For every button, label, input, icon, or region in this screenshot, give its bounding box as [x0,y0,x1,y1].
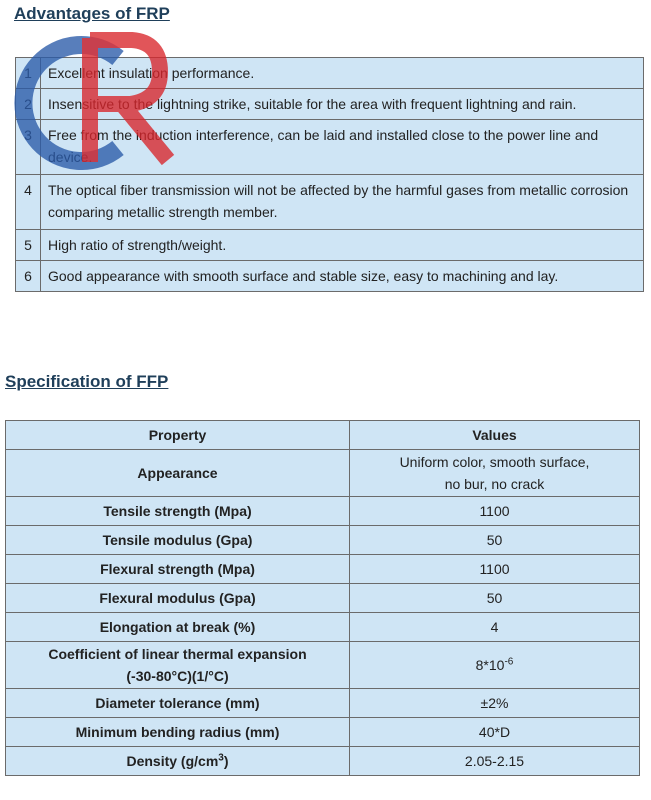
row-number: 5 [16,230,41,261]
property-cell: Appearance [6,450,350,497]
specification-heading: Specification of FFP [5,372,169,391]
table-row [16,261,644,292]
row-number: 2 [16,89,41,120]
advantages-table [15,57,644,292]
table-row [6,747,640,776]
table-row [16,58,644,89]
property-cell: Tensile strength (Mpa) [6,497,350,526]
value-cell [350,642,640,689]
table-row [6,718,640,747]
specification-table [5,420,640,776]
value-cell [350,450,640,497]
property-cell [6,642,350,689]
property-cell: Tensile modulus (Gpa) [6,526,350,555]
table-row [6,497,640,526]
advantages-heading: Advantages of FRP [14,4,170,23]
row-number: 6 [16,261,41,292]
property-cell: Flexural strength (Mpa) [6,555,350,584]
advantage-text: Good appearance with smooth surface and stable size, easy to machining and lay. [41,261,644,292]
table-row [6,689,640,718]
advantage-text: Free from the induction interference, can be laid and installed close to the power line and device. [41,120,644,175]
table-header-row [6,421,640,450]
property-column-header: Property [6,421,350,450]
value-exponent: -6 [504,656,514,668]
table-row [16,89,644,120]
property-exponent: 3 [218,752,224,764]
value-line: no bur, no crack [444,476,545,492]
table-row [16,120,644,175]
table-row [6,450,640,497]
row-number: 3 [16,120,41,175]
advantage-text: Insensitive to the lightning strike, suitable for the area with frequent lightning and rain. [41,89,644,120]
value-cell: 2.05-2.15 [350,747,640,776]
property-cell: Diameter tolerance (mm) [6,689,350,718]
value-line: Uniform color, smooth surface, [399,454,590,470]
property-cell: Elongation at break (%) [6,613,350,642]
value-cell: ±2% [350,689,640,718]
table-row [6,613,640,642]
value-cell: 1100 [350,555,640,584]
value-base: 8*10 [475,657,505,673]
table-row [6,642,640,689]
table-row [16,175,644,230]
value-cell: 1100 [350,497,640,526]
table-row [6,555,640,584]
property-base: Density (g/cm [126,753,219,769]
row-number: 4 [16,175,41,230]
values-column-header: Values [350,421,640,450]
table-row [16,230,644,261]
property-line: (-30-80°C)(1/°C) [126,668,229,684]
property-cell [6,747,350,776]
value-cell: 40*D [350,718,640,747]
table-row [6,526,640,555]
advantage-text: Excellent insulation performance. [41,58,644,89]
value-cell: 4 [350,613,640,642]
property-cell: Minimum bending radius (mm) [6,718,350,747]
row-number: 1 [16,58,41,89]
value-cell: 50 [350,526,640,555]
value-cell: 50 [350,584,640,613]
advantage-text: The optical fiber transmission will not be affected by the harmful gases from metallic corrosion comparing metallic strength member. [41,175,644,230]
advantage-text: High ratio of strength/weight. [41,230,644,261]
property-line: Coefficient of linear thermal expansion [48,646,307,662]
property-tail: ) [223,753,229,769]
table-row [6,584,640,613]
property-cell: Flexural modulus (Gpa) [6,584,350,613]
